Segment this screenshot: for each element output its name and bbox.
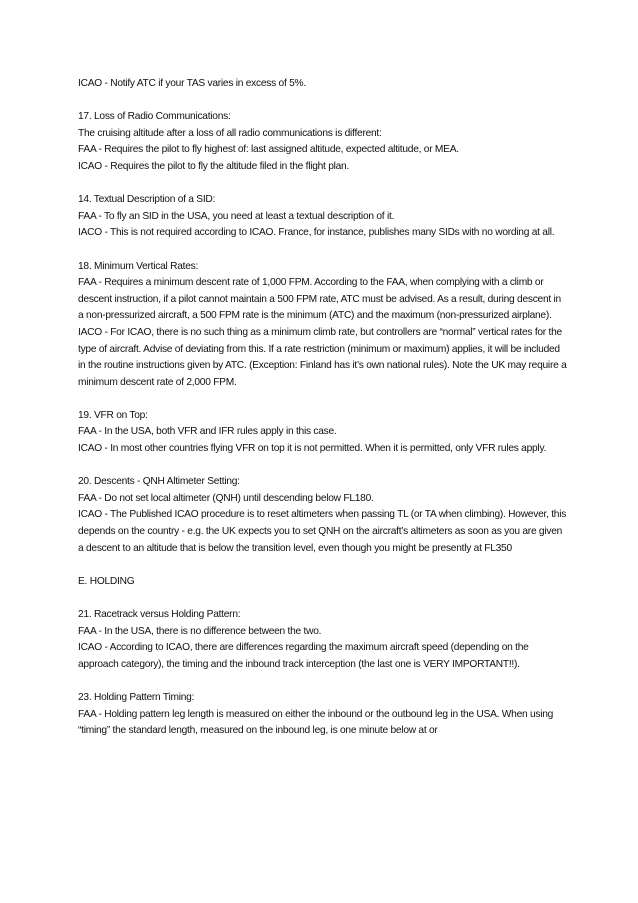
- text-line: IACO - For ICAO, there is no such thing as a minimum climb rate, but controllers are “normal” vertical rates for the type of aircraft. Advise of deviating from this. If a rate restriction (minimum or maximum) applies, it will be included in the routine instructions given by ATC. (Exception: Finland has it’s own national rules). Note the UK may require a minimum descent rate of 2,000 FPM.: [78, 326, 567, 388]
- text-line: ICAO - The Published ICAO procedure is to reset altimeters when passing TL (or TA when climbing). However, this depends on the country - e.g. the UK expects you to set QNH on the aircraft’s altimeters as soon as you are given a descent to an altitude that is below the transition level, even though you might be presently at FL350: [78, 509, 567, 554]
- text-line: FAA - Requires a minimum descent rate of 1,000 FPM. According to the FAA, when complying with a climb or descent instruction, if a pilot cannot maintain a 500 FPM rate, ATC must be advised. As a result, during descent in a non-pressurized aircraft, a 500 FPM rate is the minimum (ATC) and the maximum (non-pressurized airplane).: [78, 277, 561, 322]
- text-line: FAA - Requires the pilot to fly highest of: last assigned altitude, expected altitude, or MEA.: [78, 144, 459, 156]
- paragraph: [78, 109, 568, 175]
- text-line: ICAO - In most other countries flying VFR on top it is not permitted. When it is permitted, only VFR rules apply.: [78, 443, 547, 455]
- section-heading: 23. Holding Pattern Timing:: [78, 691, 195, 703]
- paragraph: [78, 76, 568, 93]
- text-line: FAA - In the USA, both VFR and IFR rules apply in this case.: [78, 426, 337, 438]
- paragraph: [78, 574, 568, 591]
- section-heading: 14. Textual Description of a SID:: [78, 194, 216, 206]
- section-heading: 21. Racetrack versus Holding Pattern:: [78, 609, 241, 620]
- paragraph: [78, 607, 568, 673]
- text-line: FAA - Do not set local altimeter (QNH) until descending below FL180.: [78, 492, 374, 504]
- paragraph: [78, 408, 568, 458]
- text-line: ICAO - Requires the pilot to fly the altitude filed in the flight plan.: [78, 160, 350, 172]
- paragraph: [78, 690, 568, 740]
- text-line: IACO - This is not required according to ICAO. France, for instance, publishes many SIDs with no wording at all.: [78, 227, 555, 239]
- text-line: FAA - To fly an SID in the USA, you need at least a textual description of it.: [78, 210, 395, 222]
- paragraph: [78, 259, 568, 392]
- text-line: E. HOLDING: [78, 575, 135, 587]
- section-heading: 19. VFR on Top:: [78, 409, 148, 421]
- text-line: ICAO - Notify ATC if your TAS varies in excess of 5%.: [78, 78, 306, 89]
- section-heading: 18. Minimum Vertical Rates:: [78, 260, 199, 272]
- paragraph: [78, 192, 568, 242]
- text-line: The cruising altitude after a loss of all radio communications is different:: [78, 127, 382, 139]
- text-line: ICAO - According to ICAO, there are differences regarding the maximum aircraft speed (depending on the approach category), the timing and the inbound track interception (the last one is VERY IMPORTANT!!).: [78, 642, 529, 670]
- text-line: FAA - In the USA, there is no difference between the two.: [78, 625, 322, 637]
- document-body: [78, 76, 568, 756]
- paragraph: [78, 474, 568, 557]
- text-line: FAA - Holding pattern leg length is measured on either the inbound or the outbound leg in the USA. When using “timing” the standard length, measured on the inbound leg, is one minute below at or: [78, 708, 554, 737]
- section-heading: 17. Loss of Radio Communications:: [78, 111, 231, 123]
- section-heading: 20. Descents - QNH Altimeter Setting:: [78, 476, 240, 488]
